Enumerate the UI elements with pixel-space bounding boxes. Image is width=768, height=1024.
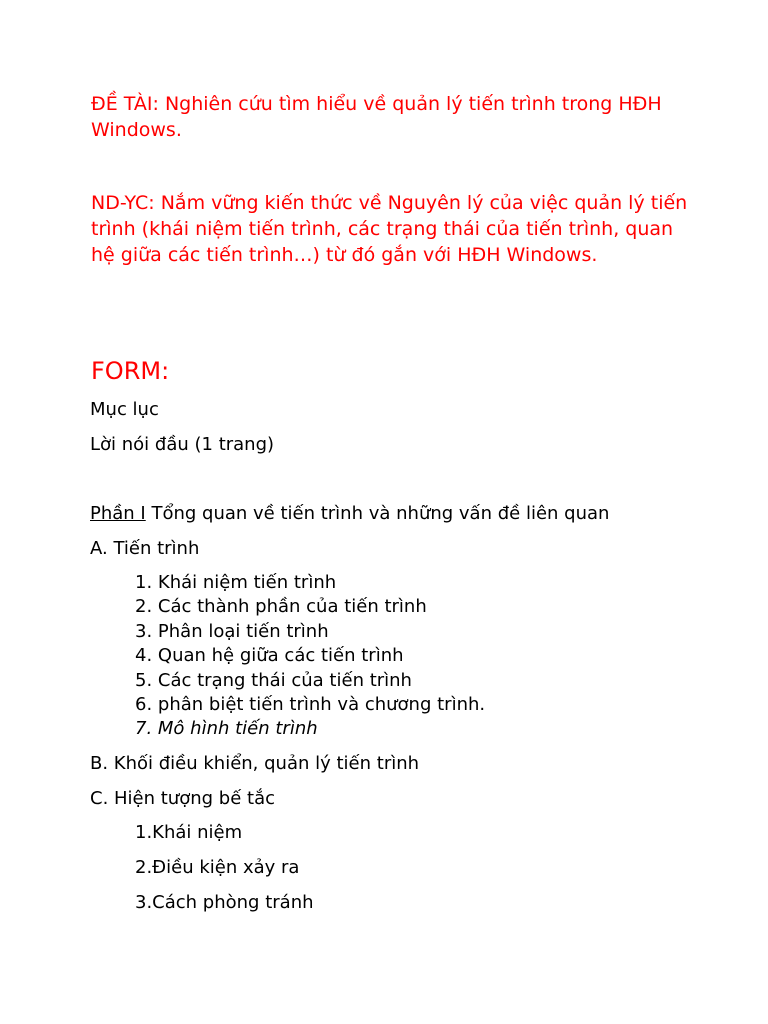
list-item: 2. Các thành phần của tiến trình — [135, 596, 427, 618]
section-a-list — [135, 571, 485, 742]
topic-paragraph: ĐỀ TÀI: Nghiên cứu tìm hiểu về quản lý tiến trình trong HĐH Windows. — [91, 93, 662, 141]
list-item: 3. Phân loại tiến trình — [135, 620, 329, 642]
section-b-title: B. Khối điều khiển, quản lý tiến trình — [90, 753, 420, 774]
section-c-item: 1.Khái niệm — [135, 822, 243, 843]
section-c-item: 3.Cách phòng tránh — [135, 892, 314, 913]
list-item: 1. Khái niệm tiến trình — [135, 572, 337, 593]
part1-title: Tổng quan về tiến trình và những vấn đề liên quan — [145, 503, 610, 524]
list-item: 7. Mô hình tiến trình — [135, 718, 318, 740]
section-c-title: C. Hiện tượng bế tắc — [90, 788, 275, 809]
list-item: 6. phân biệt tiến trình và chương trình. — [135, 694, 486, 716]
requirements-paragraph: ND-YC: Nắm vững kiến thức về Nguyên lý của việc quản lý tiến trình (khái niệm tiến trình, các trạng thái của tiến trình, quan hệ giữa các tiến trình…) từ đó gắn với HĐH Windows. — [91, 192, 688, 266]
part1-heading — [90, 503, 609, 525]
list-item: 4. Quan hệ giữa các tiến trình — [135, 645, 404, 667]
list-item: 5. Các trạng thái của tiến trình — [135, 669, 412, 691]
section-a-title: A. Tiến trình — [90, 538, 200, 559]
form-heading: FORM: — [91, 357, 170, 385]
table-of-contents-line: Mục lục — [90, 399, 159, 420]
section-c-item: 2.Điều kiện xảy ra — [135, 857, 300, 878]
part1-label: Phần I — [90, 503, 146, 524]
preface-line: Lời nói đầu (1 trang) — [90, 434, 275, 455]
